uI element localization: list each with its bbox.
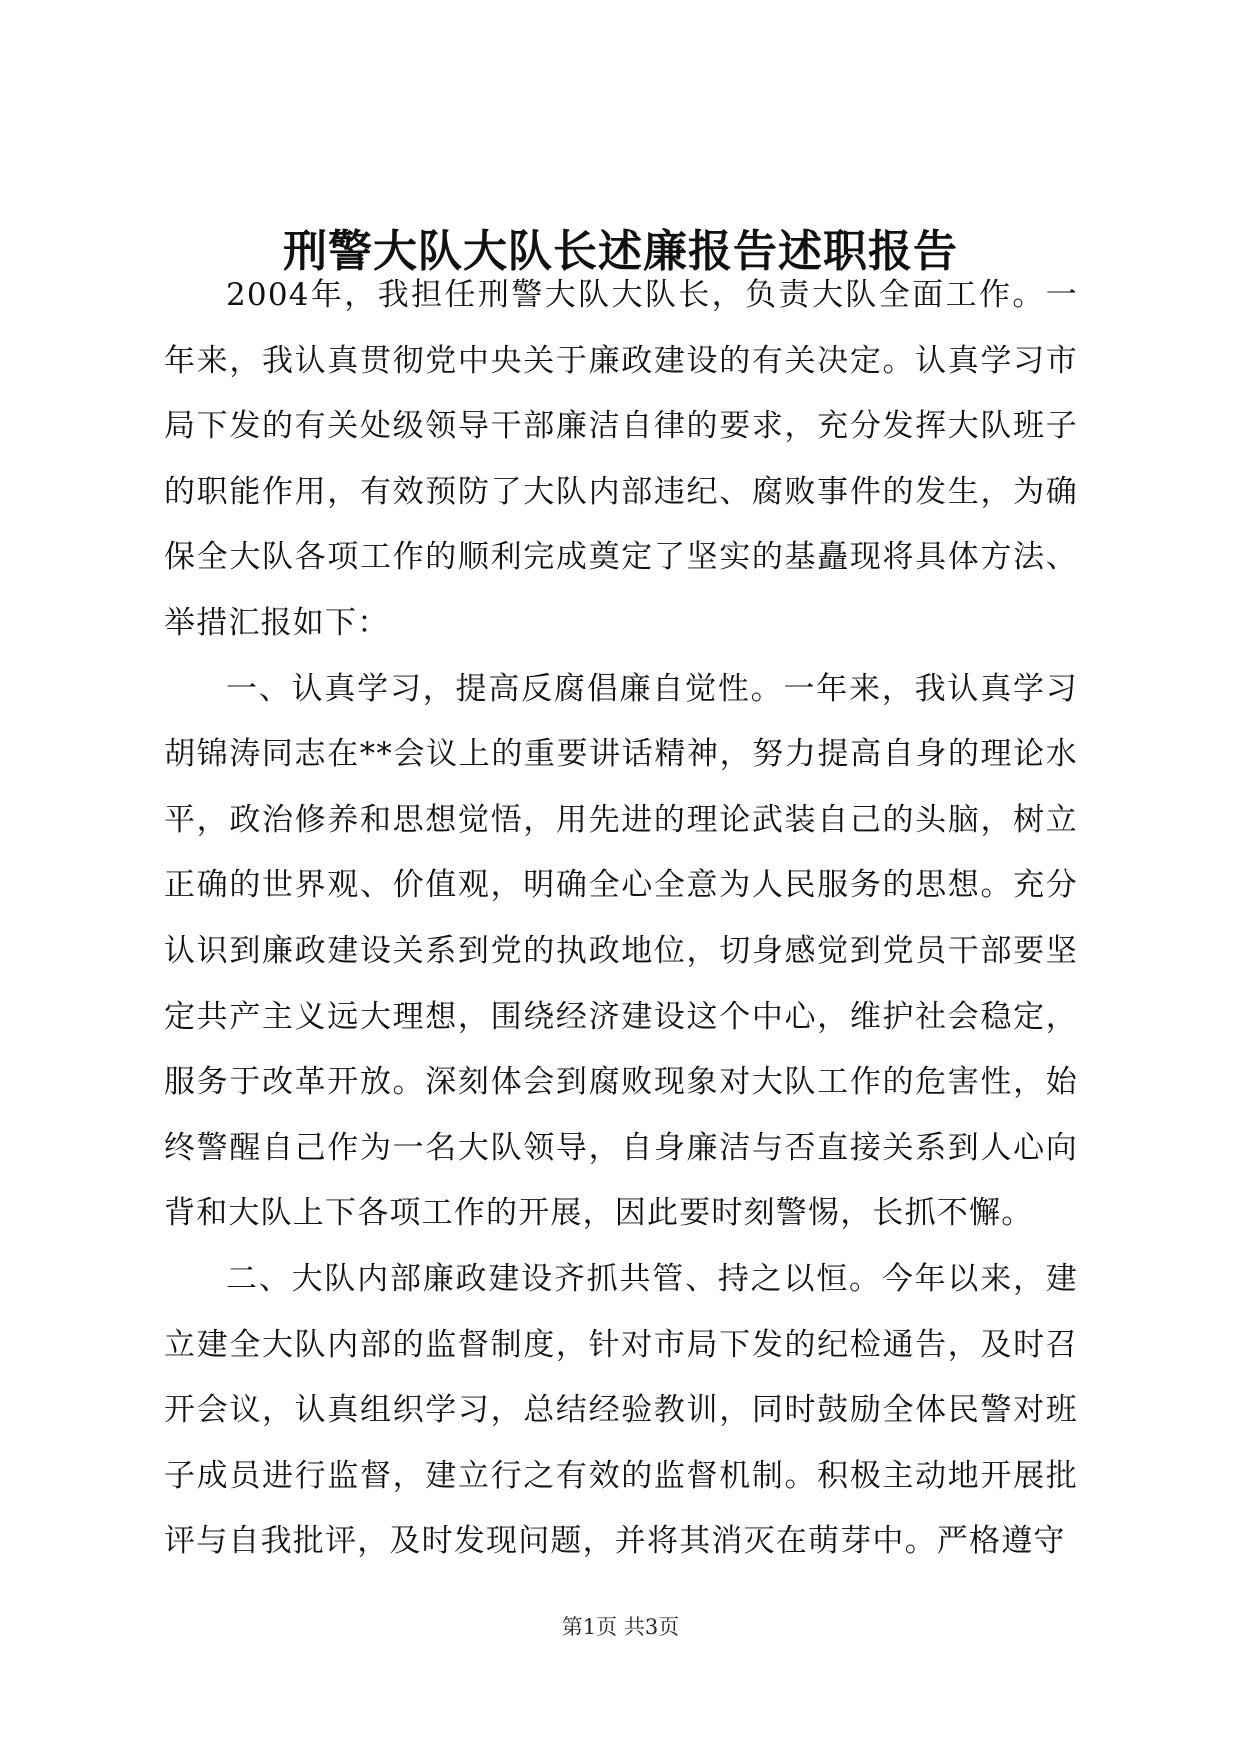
paragraph-section-1: 一、认真学习，提高反腐倡廉自觉性。一年来，我认真学习胡锦涛同志在**会议上的重要讲话精神，努力提高自身的理论水平，政治修养和思想觉悟，用先进的理论武装自己的头脑，树立正确的世界观、价值观，明确全心全意为人民服务的思想。充分认识到廉政建设关系到党的执政地位，切身感觉到党员干部要坚定共产主义远大理想，围绕经济建设这个中心，维护社会稳定，服务于改革开放。深刻体会到腐败现象对大队工作的危害性，始终警醒自己作为一名大队领导，自身廉洁与否直接关系到人心向背和大队上下各项工作的开展，因此要时刻警惕，长抓不懈。 — [164, 670, 1078, 1232]
document-body — [164, 263, 1078, 1575]
page-number-footer: 第1页 共3页 — [561, 1615, 680, 1639]
paragraph-intro: 2004年，我担任刑警大队大队长，负责大队全面工作。一年来，我认真贯彻党中央关于廉政建设的有关决定。认真学习市局下发的有关处级领导干部廉洁自律的要求，充分发挥大队班子的职能作用，有效预防了大队内部违纪、腐败事件的发生，为确保全大队各项工作的顺利完成奠定了坚实的基矗现将具体方法、举措汇报如下： — [164, 277, 1078, 641]
document-title: 刑警大队大队长述廉报告述职报告 — [283, 226, 958, 277]
paragraph-section-2: 二、大队内部廉政建设齐抓共管、持之以恒。今年以来，建立建全大队内部的监督制度，针对市局下发的纪检通告，及时召开会议，认真组织学习，总结经验教训，同时鼓励全体民警对班子成员进行监督，建立行之有效的监督机制。积极主动地开展批评与自我批评，及时发现问题，并将其消灭在萌芽中。严格遵守 — [164, 1260, 1078, 1560]
